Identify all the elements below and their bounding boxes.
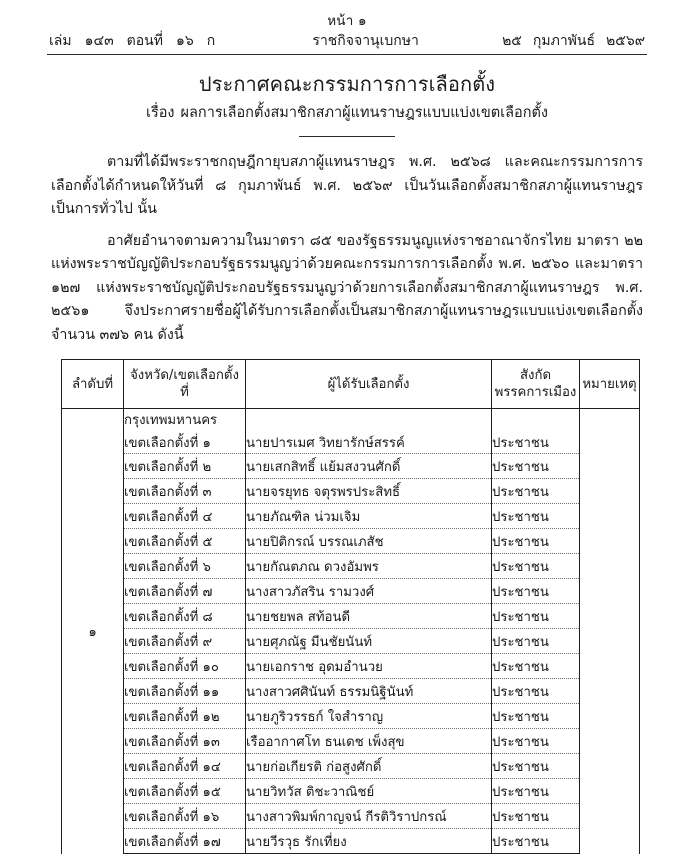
document-title: ประกาศคณะกรรมการการเลือกตั้ง [198,72,496,96]
cell-party: ประชาชน [492,729,580,754]
cell-elected-person: นายปารเมศ วิทยารักษ์สรรค์ [246,431,492,454]
table-row [62,654,640,679]
results-table-header [62,360,640,409]
cell-party: ประชาชน [492,629,580,654]
table-row [62,529,640,554]
header-party-line1: สังกัด [519,368,552,383]
cell-constituency: เขตเลือกตั้งที่ ๙ [124,629,246,654]
cell-elected-person: นายชยพล สท้อนดี [246,604,492,629]
section-label: ตอนที่ [126,33,163,49]
cell-elected-person: นายภัณฑิล น่วมเจิม [246,504,492,529]
cell-constituency: เขตเลือกตั้งที่ ๑๔ [124,754,246,779]
paragraph-2: อาศัยอำนาจตามความในมาตรา ๘๕ ของรัฐธรรมนูญแห่งราชอาณาจักรไทย มาตรา ๒๒ แห่งพระราชบัญญัติประกอบรัฐธรรมนูญว่าด้วยคณะกรรมการการเลือกตั้ง พ.ศ. ๒๕๖๐ และมาตรา ๑๒๗ แห่งพระราชบัญญัติประกอบรัฐธรรมนูญว่าด้วยการเลือกตั้งสมาชิกสภาผู้แทนราษฎร พ.ศ. ๒๕๖๑ จึงประกาศรายชื่อผู้ได้รับการเลือกตั้งเป็นสมาชิกสภาผู้แทนราษฎรแบบแบ่งเขตเลือกตั้ง จำนวน ๓๗๖ คน ดังนี้ [51,232,643,343]
cell-constituency: เขตเลือกตั้งที่ ๗ [124,579,246,604]
cell-elected-person: นายจรยุทธ จตุรพรประสิทธิ์ [246,479,492,504]
results-table [61,359,640,854]
province-number: ๑ [62,409,124,854]
table-row [62,454,640,479]
cell-constituency: เขตเลือกตั้งที่ ๑๖ [124,804,246,829]
cell-constituency: เขตเลือกตั้งที่ ๑๑ [124,679,246,704]
table-row [62,804,640,829]
running-head-row [47,31,647,51]
cell-elected-person: นายวีรวุธ รักเที่ยง [246,829,492,854]
table-row [62,754,640,779]
table-row [62,704,640,729]
cell-party: ประชาชน [492,679,580,704]
cell-elected-person: นายศุภณัฐ มีนชัยนันท์ [246,629,492,654]
cell-constituency: เขตเลือกตั้งที่ ๑๒ [124,704,246,729]
cell-elected-person: เรืออากาศโท ธนเดช เพ็งสุข [246,729,492,754]
cell-constituency: เขตเลือกตั้งที่ ๑๕ [124,779,246,804]
cell-party: ประชาชน [492,604,580,629]
province-header-row [62,409,640,432]
header-elected: ผู้ได้รับเลือกตั้ง [246,360,492,409]
date-year: ๒๕๖๙ [606,33,645,49]
cell-elected-person: นายวิทวัส ติชะวาณิชย์ [246,779,492,804]
cell-elected-person: นางสาวศศินันท์ ธรรมนิฐินันท์ [246,679,492,704]
document-subtitle [47,102,647,124]
cell-constituency: เขตเลือกตั้งที่ ๒ [124,454,246,479]
province-elected-blank [246,409,492,432]
cell-party: ประชาชน [492,829,580,854]
header-number: ลำดับที่ [62,360,124,409]
table-row [62,579,640,604]
cell-elected-person: นางสาวพิมพ์กาญจน์ กีรติวิราปกรณ์ [246,804,492,829]
cell-party: ประชาชน [492,754,580,779]
table-row [62,679,640,704]
cell-constituency: เขตเลือกตั้งที่ ๓ [124,479,246,504]
table-row [62,604,640,629]
table-row [62,729,640,754]
section-letter: ก [206,33,216,49]
cell-constituency: เขตเลือกตั้งที่ ๔ [124,504,246,529]
cell-constituency: เขตเลือกตั้งที่ ๘ [124,604,246,629]
cell-party: ประชาชน [492,704,580,729]
cell-constituency: เขตเลือกตั้งที่ ๑๓ [124,729,246,754]
running-head [47,0,647,55]
cell-elected-person: นายภูริวรรธก์ ใจสำราญ [246,704,492,729]
table-row [62,829,640,854]
cell-constituency: เขตเลือกตั้งที่ ๖ [124,554,246,579]
cell-elected-person: นายเอกราช อุดมอำนวย [246,654,492,679]
subject-label: เรื่อง [145,105,175,121]
title-divider [299,136,395,137]
date-month: กุมภาพันธ์ [532,33,596,49]
cell-elected-person: นางสาวภัสริน รามวงศ์ [246,579,492,604]
cell-constituency: เขตเลือกตั้งที่ ๕ [124,529,246,554]
results-table-body [62,409,640,854]
table-row [62,629,640,654]
running-head-date [502,31,645,51]
header-area: จังหวัด/เขตเลือกตั้งที่ [124,360,246,409]
cell-party: ประชาชน [492,779,580,804]
cell-party: ประชาชน [492,554,580,579]
cell-party: ประชาชน [492,579,580,604]
cell-elected-person: นายเสกสิทธิ์ แย้มสงวนศักดิ์ [246,454,492,479]
cell-party: ประชาชน [492,529,580,554]
section-number: ๑๖ [175,33,194,49]
table-row [62,554,640,579]
volume-label: เล่ม [49,33,72,49]
header-party-line2: พรรคการเมือง [494,385,577,400]
cell-constituency: เขตเลือกตั้งที่ ๑ [124,431,246,454]
cell-party: ประชาชน [492,431,580,454]
cell-elected-person: นายปิติกรณ์ บรรณเภสัช [246,529,492,554]
gazette-name: ราชกิจจานุเบกษา [312,33,419,49]
table-row [62,479,640,504]
province-remark [580,409,640,854]
province-name: กรุงเทพมหานคร [124,409,246,432]
date-day: ๒๕ [502,33,522,49]
volume-number: ๑๔๓ [84,33,114,49]
page-number-label: หน้า ๑ [327,13,367,29]
running-head-left [49,31,215,51]
table-row [62,431,640,454]
results-table-container [47,359,647,854]
cell-party: ประชาชน [492,504,580,529]
cell-constituency: เขตเลือกตั้งที่ ๑๐ [124,654,246,679]
table-row [62,504,640,529]
header-party [492,360,580,409]
cell-party: ประชาชน [492,479,580,504]
subject-text: ผลการเลือกตั้งสมาชิกสภาผู้แทนราษฎรแบบแบ่งเขตเลือกตั้ง [180,105,548,121]
header-remark: หมายเหตุ [580,360,640,409]
header-row [62,360,640,409]
paragraph-1: ตามที่ได้มีพระราชกฤษฎีกายุบสภาผู้แทนราษฎร พ.ศ. ๒๕๖๘ และคณะกรรมการการเลือกตั้งได้กำหนดให้วันที่ ๘ กุมภาพันธ์ พ.ศ. ๒๕๖๙ เป็นวันเลือกตั้งสมาชิกสภาผู้แทนราษฎรเป็นการทั่วไป นั้น [51,154,643,217]
cell-elected-person: นายก่อเกียรติ ก่อสูงศักดิ์ [246,754,492,779]
cell-party: ประชาชน [492,454,580,479]
cell-party: ประชาชน [492,654,580,679]
cell-elected-person: นายกัณตภณ ดวงอัมพร [246,554,492,579]
running-head-divider [47,54,647,55]
cell-constituency: เขตเลือกตั้งที่ ๑๗ [124,829,246,854]
body-text [47,151,647,347]
table-row [62,779,640,804]
cell-party: ประชาชน [492,804,580,829]
province-party-blank [492,409,580,432]
